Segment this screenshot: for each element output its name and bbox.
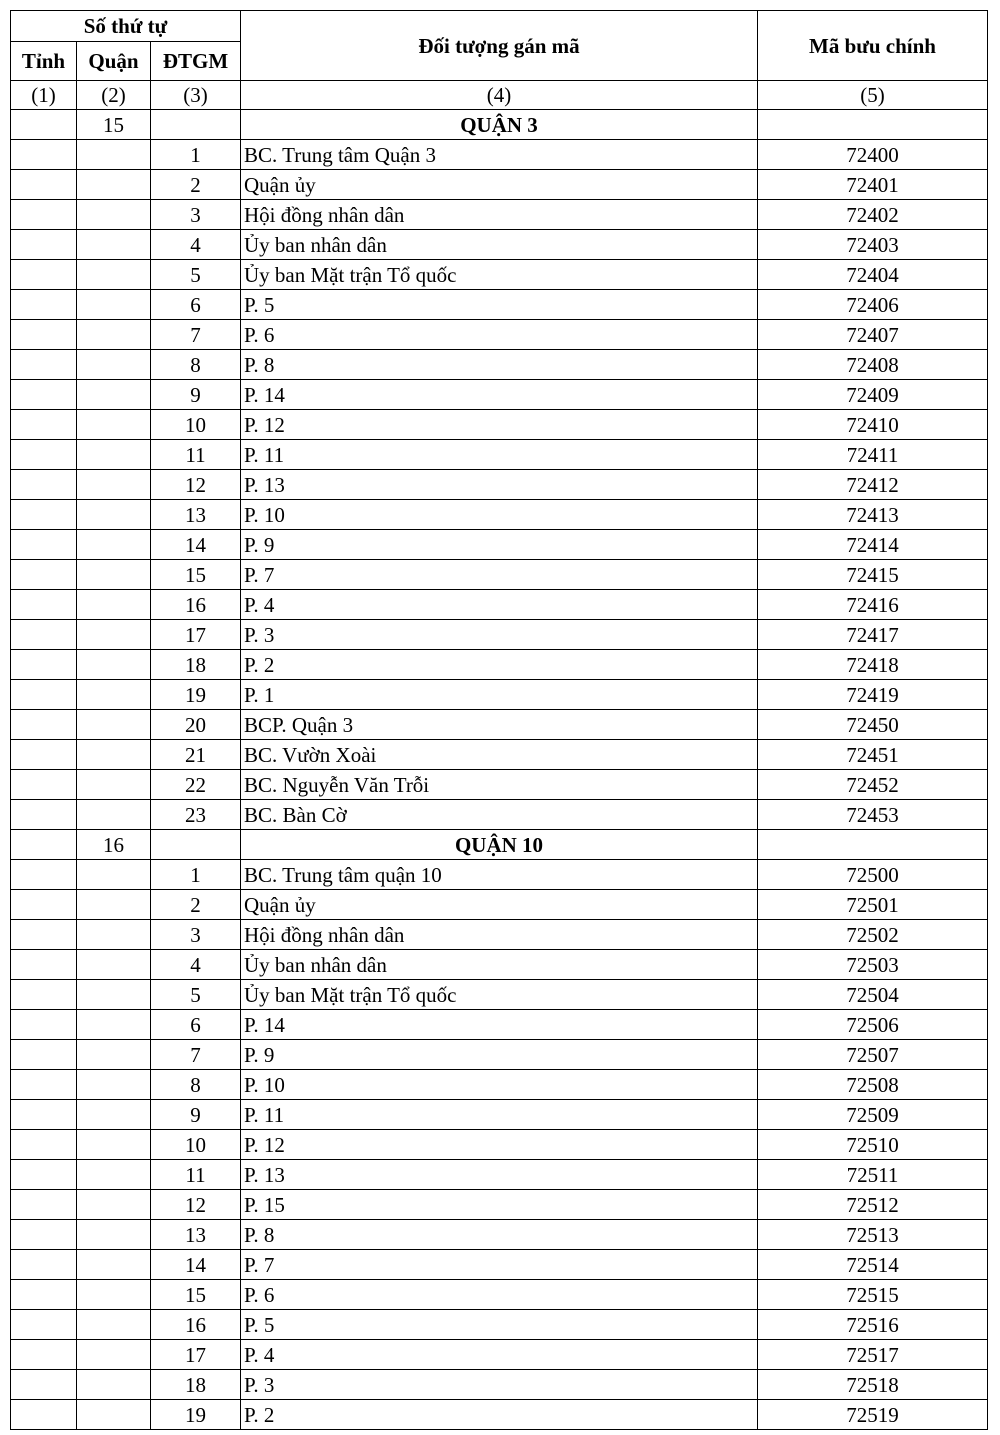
table-row (11, 530, 988, 560)
cell-doi-tuong: P. 14 (241, 1010, 758, 1040)
cell-tinh (11, 680, 77, 710)
header-row-1 (11, 11, 988, 42)
cell-tinh (11, 1340, 77, 1370)
cell-doi-tuong: Hội đồng nhân dân (241, 920, 758, 950)
cell-quan (77, 1250, 151, 1280)
district-row (11, 110, 988, 140)
cell-ma-buu-chinh: 72407 (758, 320, 988, 350)
cell-doi-tuong: BCP. Quận 3 (241, 710, 758, 740)
cell-quan (77, 230, 151, 260)
cell-ma-buu-chinh: 72516 (758, 1310, 988, 1340)
table-row (11, 1130, 988, 1160)
cell-tinh (11, 770, 77, 800)
cell-doi-tuong: P. 5 (241, 1310, 758, 1340)
cell-quan (77, 1310, 151, 1340)
cell-doi-tuong: BC. Bàn Cờ (241, 800, 758, 830)
cell-doi-tuong: P. 5 (241, 290, 758, 320)
cell-quan (77, 1160, 151, 1190)
cell-dtgm: 18 (151, 650, 241, 680)
cell-dtgm: 7 (151, 1040, 241, 1070)
cell-quan (77, 1190, 151, 1220)
cell-doi-tuong: Quận ủy (241, 890, 758, 920)
cell-dtgm: 12 (151, 1190, 241, 1220)
cell-dtgm: 7 (151, 320, 241, 350)
cell-tinh (11, 710, 77, 740)
cell-quan (77, 470, 151, 500)
table-row (11, 200, 988, 230)
table-row (11, 230, 988, 260)
cell-ma-buu-chinh: 72406 (758, 290, 988, 320)
cell-doi-tuong: P. 4 (241, 1340, 758, 1370)
cell-tinh (11, 1400, 77, 1430)
cell-tinh (11, 650, 77, 680)
cell-ma-buu-chinh: 72416 (758, 590, 988, 620)
cell-dtgm: 11 (151, 1160, 241, 1190)
header-num-5: (5) (758, 81, 988, 110)
cell-tinh (11, 1250, 77, 1280)
cell-tinh (11, 140, 77, 170)
cell-ma-buu-chinh: 72511 (758, 1160, 988, 1190)
cell-doi-tuong: Hội đồng nhân dân (241, 200, 758, 230)
table-row (11, 1010, 988, 1040)
cell-dtgm: 18 (151, 1370, 241, 1400)
cell-tinh (11, 470, 77, 500)
header-dtgm: ĐTGM (151, 42, 241, 81)
table-row (11, 320, 988, 350)
cell-dtgm: 1 (151, 860, 241, 890)
table-row (11, 500, 988, 530)
cell-ma-buu-chinh: 72409 (758, 380, 988, 410)
cell-ma-buu-chinh: 72517 (758, 1340, 988, 1370)
cell-doi-tuong: Ủy ban nhân dân (241, 230, 758, 260)
cell-doi-tuong: P. 8 (241, 350, 758, 380)
cell-tinh (11, 110, 77, 140)
cell-doi-tuong: P. 8 (241, 1220, 758, 1250)
cell-tinh (11, 1040, 77, 1070)
cell-doi-tuong: P. 12 (241, 1130, 758, 1160)
cell-quan: 15 (77, 110, 151, 140)
cell-doi-tuong: P. 4 (241, 590, 758, 620)
cell-ma-buu-chinh: 72414 (758, 530, 988, 560)
cell-tinh (11, 890, 77, 920)
cell-tinh (11, 1070, 77, 1100)
table-row (11, 470, 988, 500)
cell-dtgm: 6 (151, 1010, 241, 1040)
cell-dtgm: 10 (151, 1130, 241, 1160)
cell-tinh (11, 350, 77, 380)
cell-doi-tuong: P. 9 (241, 1040, 758, 1070)
cell-dtgm: 16 (151, 1310, 241, 1340)
cell-tinh (11, 1190, 77, 1220)
cell-quan (77, 260, 151, 290)
cell-doi-tuong: BC. Vườn Xoài (241, 740, 758, 770)
cell-dtgm (151, 110, 241, 140)
cell-dtgm: 3 (151, 200, 241, 230)
cell-ma-buu-chinh (758, 110, 988, 140)
cell-dtgm: 1 (151, 140, 241, 170)
header-num-1: (1) (11, 81, 77, 110)
cell-quan (77, 1400, 151, 1430)
table-row (11, 380, 988, 410)
table-body (11, 110, 988, 1430)
table-row (11, 590, 988, 620)
cell-quan (77, 1100, 151, 1130)
header-number-row (11, 81, 988, 110)
cell-ma-buu-chinh: 72504 (758, 980, 988, 1010)
cell-quan (77, 590, 151, 620)
cell-ma-buu-chinh: 72452 (758, 770, 988, 800)
cell-dtgm: 12 (151, 470, 241, 500)
cell-ma-buu-chinh: 72502 (758, 920, 988, 950)
table-row (11, 1250, 988, 1280)
cell-dtgm: 10 (151, 410, 241, 440)
cell-tinh (11, 800, 77, 830)
cell-quan (77, 1280, 151, 1310)
table-row (11, 1070, 988, 1100)
header-stt-group: Số thứ tự (11, 11, 241, 42)
cell-doi-tuong: P. 12 (241, 410, 758, 440)
cell-tinh (11, 1130, 77, 1160)
cell-doi-tuong: P. 3 (241, 620, 758, 650)
header-num-2: (2) (77, 81, 151, 110)
cell-quan (77, 1340, 151, 1370)
cell-ma-buu-chinh: 72507 (758, 1040, 988, 1070)
cell-quan (77, 140, 151, 170)
table-row (11, 680, 988, 710)
cell-quan (77, 620, 151, 650)
cell-doi-tuong: P. 14 (241, 380, 758, 410)
table-row (11, 1160, 988, 1190)
district-row (11, 830, 988, 860)
cell-dtgm: 2 (151, 170, 241, 200)
cell-tinh (11, 1280, 77, 1310)
cell-dtgm: 16 (151, 590, 241, 620)
cell-dtgm: 8 (151, 1070, 241, 1100)
cell-quan (77, 1070, 151, 1100)
cell-doi-tuong: P. 3 (241, 1370, 758, 1400)
cell-tinh (11, 410, 77, 440)
cell-tinh (11, 260, 77, 290)
cell-dtgm: 4 (151, 950, 241, 980)
cell-tinh (11, 830, 77, 860)
table-row (11, 770, 988, 800)
cell-quan (77, 440, 151, 470)
cell-doi-tuong: Ủy ban Mặt trận Tổ quốc (241, 980, 758, 1010)
table-row (11, 620, 988, 650)
table-row (11, 1100, 988, 1130)
header-num-4: (4) (241, 81, 758, 110)
cell-tinh (11, 440, 77, 470)
cell-dtgm: 9 (151, 380, 241, 410)
table-row (11, 920, 988, 950)
cell-doi-tuong: P. 1 (241, 680, 758, 710)
table-row (11, 800, 988, 830)
cell-doi-tuong: P. 10 (241, 500, 758, 530)
table-row (11, 260, 988, 290)
cell-dtgm: 15 (151, 1280, 241, 1310)
cell-ma-buu-chinh: 72413 (758, 500, 988, 530)
cell-quan (77, 740, 151, 770)
cell-dtgm: 11 (151, 440, 241, 470)
table-row (11, 1370, 988, 1400)
cell-ma-buu-chinh: 72401 (758, 170, 988, 200)
cell-dtgm: 2 (151, 890, 241, 920)
cell-doi-tuong: P. 11 (241, 440, 758, 470)
table-row (11, 440, 988, 470)
cell-dtgm: 20 (151, 710, 241, 740)
postal-code-table (10, 10, 988, 1430)
cell-tinh (11, 590, 77, 620)
cell-quan (77, 350, 151, 380)
cell-dtgm: 17 (151, 620, 241, 650)
cell-doi-tuong: P. 13 (241, 1160, 758, 1190)
cell-ma-buu-chinh: 72418 (758, 650, 988, 680)
table-row (11, 710, 988, 740)
cell-quan (77, 560, 151, 590)
cell-quan (77, 530, 151, 560)
cell-dtgm: 4 (151, 230, 241, 260)
cell-quan (77, 860, 151, 890)
cell-dtgm: 19 (151, 1400, 241, 1430)
cell-tinh (11, 860, 77, 890)
cell-tinh (11, 500, 77, 530)
cell-ma-buu-chinh: 72404 (758, 260, 988, 290)
cell-tinh (11, 1160, 77, 1190)
table-row (11, 1280, 988, 1310)
table-row (11, 410, 988, 440)
cell-ma-buu-chinh: 72419 (758, 680, 988, 710)
cell-doi-tuong: BC. Nguyễn Văn Trỗi (241, 770, 758, 800)
cell-quan (77, 650, 151, 680)
table-row (11, 950, 988, 980)
cell-dtgm: 5 (151, 980, 241, 1010)
cell-ma-buu-chinh: 72453 (758, 800, 988, 830)
table-row (11, 140, 988, 170)
cell-ma-buu-chinh: 72403 (758, 230, 988, 260)
cell-doi-tuong: Ủy ban Mặt trận Tổ quốc (241, 260, 758, 290)
cell-quan (77, 410, 151, 440)
cell-ma-buu-chinh: 72451 (758, 740, 988, 770)
cell-doi-tuong: BC. Trung tâm Quận 3 (241, 140, 758, 170)
district-title: QUẬN 3 (241, 110, 758, 140)
cell-quan (77, 980, 151, 1010)
cell-dtgm: 15 (151, 560, 241, 590)
cell-tinh (11, 1220, 77, 1250)
cell-tinh (11, 620, 77, 650)
cell-quan (77, 800, 151, 830)
cell-dtgm: 3 (151, 920, 241, 950)
cell-tinh (11, 740, 77, 770)
cell-quan (77, 1220, 151, 1250)
cell-doi-tuong: Quận ủy (241, 170, 758, 200)
cell-tinh (11, 1100, 77, 1130)
table-row (11, 650, 988, 680)
cell-dtgm: 22 (151, 770, 241, 800)
cell-tinh (11, 320, 77, 350)
cell-ma-buu-chinh: 72450 (758, 710, 988, 740)
table-row (11, 1040, 988, 1070)
cell-doi-tuong: P. 7 (241, 1250, 758, 1280)
cell-dtgm: 5 (151, 260, 241, 290)
cell-tinh (11, 1370, 77, 1400)
cell-ma-buu-chinh: 72400 (758, 140, 988, 170)
table-row (11, 1400, 988, 1430)
cell-quan (77, 1370, 151, 1400)
cell-ma-buu-chinh: 72408 (758, 350, 988, 380)
cell-dtgm: 21 (151, 740, 241, 770)
cell-doi-tuong: BC. Trung tâm quận 10 (241, 860, 758, 890)
cell-doi-tuong: P. 10 (241, 1070, 758, 1100)
cell-tinh (11, 560, 77, 590)
cell-quan (77, 950, 151, 980)
cell-quan (77, 200, 151, 230)
table-row (11, 1220, 988, 1250)
cell-quan: 16 (77, 830, 151, 860)
cell-quan (77, 680, 151, 710)
cell-ma-buu-chinh: 72509 (758, 1100, 988, 1130)
table-row (11, 1310, 988, 1340)
cell-quan (77, 170, 151, 200)
table-row (11, 890, 988, 920)
cell-quan (77, 920, 151, 950)
cell-ma-buu-chinh: 72515 (758, 1280, 988, 1310)
cell-quan (77, 500, 151, 530)
cell-ma-buu-chinh: 72402 (758, 200, 988, 230)
cell-doi-tuong: Ủy ban nhân dân (241, 950, 758, 980)
cell-ma-buu-chinh: 72514 (758, 1250, 988, 1280)
cell-tinh (11, 290, 77, 320)
cell-doi-tuong: P. 7 (241, 560, 758, 590)
cell-ma-buu-chinh: 72503 (758, 950, 988, 980)
header-num-3: (3) (151, 81, 241, 110)
table-row (11, 860, 988, 890)
cell-dtgm: 13 (151, 500, 241, 530)
cell-quan (77, 890, 151, 920)
table-row (11, 1340, 988, 1370)
cell-ma-buu-chinh: 72518 (758, 1370, 988, 1400)
table-row (11, 740, 988, 770)
cell-tinh (11, 980, 77, 1010)
cell-ma-buu-chinh: 72500 (758, 860, 988, 890)
cell-doi-tuong: P. 2 (241, 650, 758, 680)
cell-ma-buu-chinh: 72415 (758, 560, 988, 590)
table-row (11, 350, 988, 380)
cell-ma-buu-chinh: 72501 (758, 890, 988, 920)
header-tinh: Tỉnh (11, 42, 77, 81)
cell-ma-buu-chinh: 72417 (758, 620, 988, 650)
table-row (11, 1190, 988, 1220)
cell-dtgm: 8 (151, 350, 241, 380)
cell-ma-buu-chinh: 72412 (758, 470, 988, 500)
cell-ma-buu-chinh (758, 830, 988, 860)
table-row (11, 980, 988, 1010)
cell-tinh (11, 380, 77, 410)
cell-ma-buu-chinh: 72510 (758, 1130, 988, 1160)
cell-dtgm: 13 (151, 1220, 241, 1250)
cell-quan (77, 1130, 151, 1160)
cell-doi-tuong: P. 9 (241, 530, 758, 560)
cell-tinh (11, 950, 77, 980)
cell-doi-tuong: P. 15 (241, 1190, 758, 1220)
cell-dtgm (151, 830, 241, 860)
district-title: QUẬN 10 (241, 830, 758, 860)
cell-quan (77, 290, 151, 320)
cell-tinh (11, 1010, 77, 1040)
cell-tinh (11, 920, 77, 950)
cell-doi-tuong: P. 13 (241, 470, 758, 500)
cell-quan (77, 770, 151, 800)
cell-quan (77, 1010, 151, 1040)
cell-doi-tuong: P. 11 (241, 1100, 758, 1130)
cell-dtgm: 17 (151, 1340, 241, 1370)
cell-ma-buu-chinh: 72411 (758, 440, 988, 470)
cell-ma-buu-chinh: 72512 (758, 1190, 988, 1220)
cell-tinh (11, 200, 77, 230)
cell-ma-buu-chinh: 72513 (758, 1220, 988, 1250)
cell-ma-buu-chinh: 72506 (758, 1010, 988, 1040)
cell-doi-tuong: P. 6 (241, 320, 758, 350)
header-ma-buu-chinh: Mã bưu chính (758, 11, 988, 81)
cell-dtgm: 6 (151, 290, 241, 320)
table-row (11, 170, 988, 200)
cell-ma-buu-chinh: 72410 (758, 410, 988, 440)
cell-tinh (11, 1310, 77, 1340)
cell-quan (77, 380, 151, 410)
cell-tinh (11, 170, 77, 200)
cell-dtgm: 9 (151, 1100, 241, 1130)
table-row (11, 560, 988, 590)
cell-quan (77, 710, 151, 740)
postal-code-document (10, 10, 988, 1430)
cell-doi-tuong: P. 2 (241, 1400, 758, 1430)
cell-ma-buu-chinh: 72508 (758, 1070, 988, 1100)
cell-quan (77, 320, 151, 350)
cell-dtgm: 14 (151, 1250, 241, 1280)
cell-tinh (11, 530, 77, 560)
cell-doi-tuong: P. 6 (241, 1280, 758, 1310)
cell-quan (77, 1040, 151, 1070)
cell-dtgm: 19 (151, 680, 241, 710)
cell-tinh (11, 230, 77, 260)
cell-ma-buu-chinh: 72519 (758, 1400, 988, 1430)
header-doi-tuong: Đối tượng gán mã (241, 11, 758, 81)
header-quan: Quận (77, 42, 151, 81)
table-row (11, 290, 988, 320)
cell-dtgm: 23 (151, 800, 241, 830)
cell-dtgm: 14 (151, 530, 241, 560)
